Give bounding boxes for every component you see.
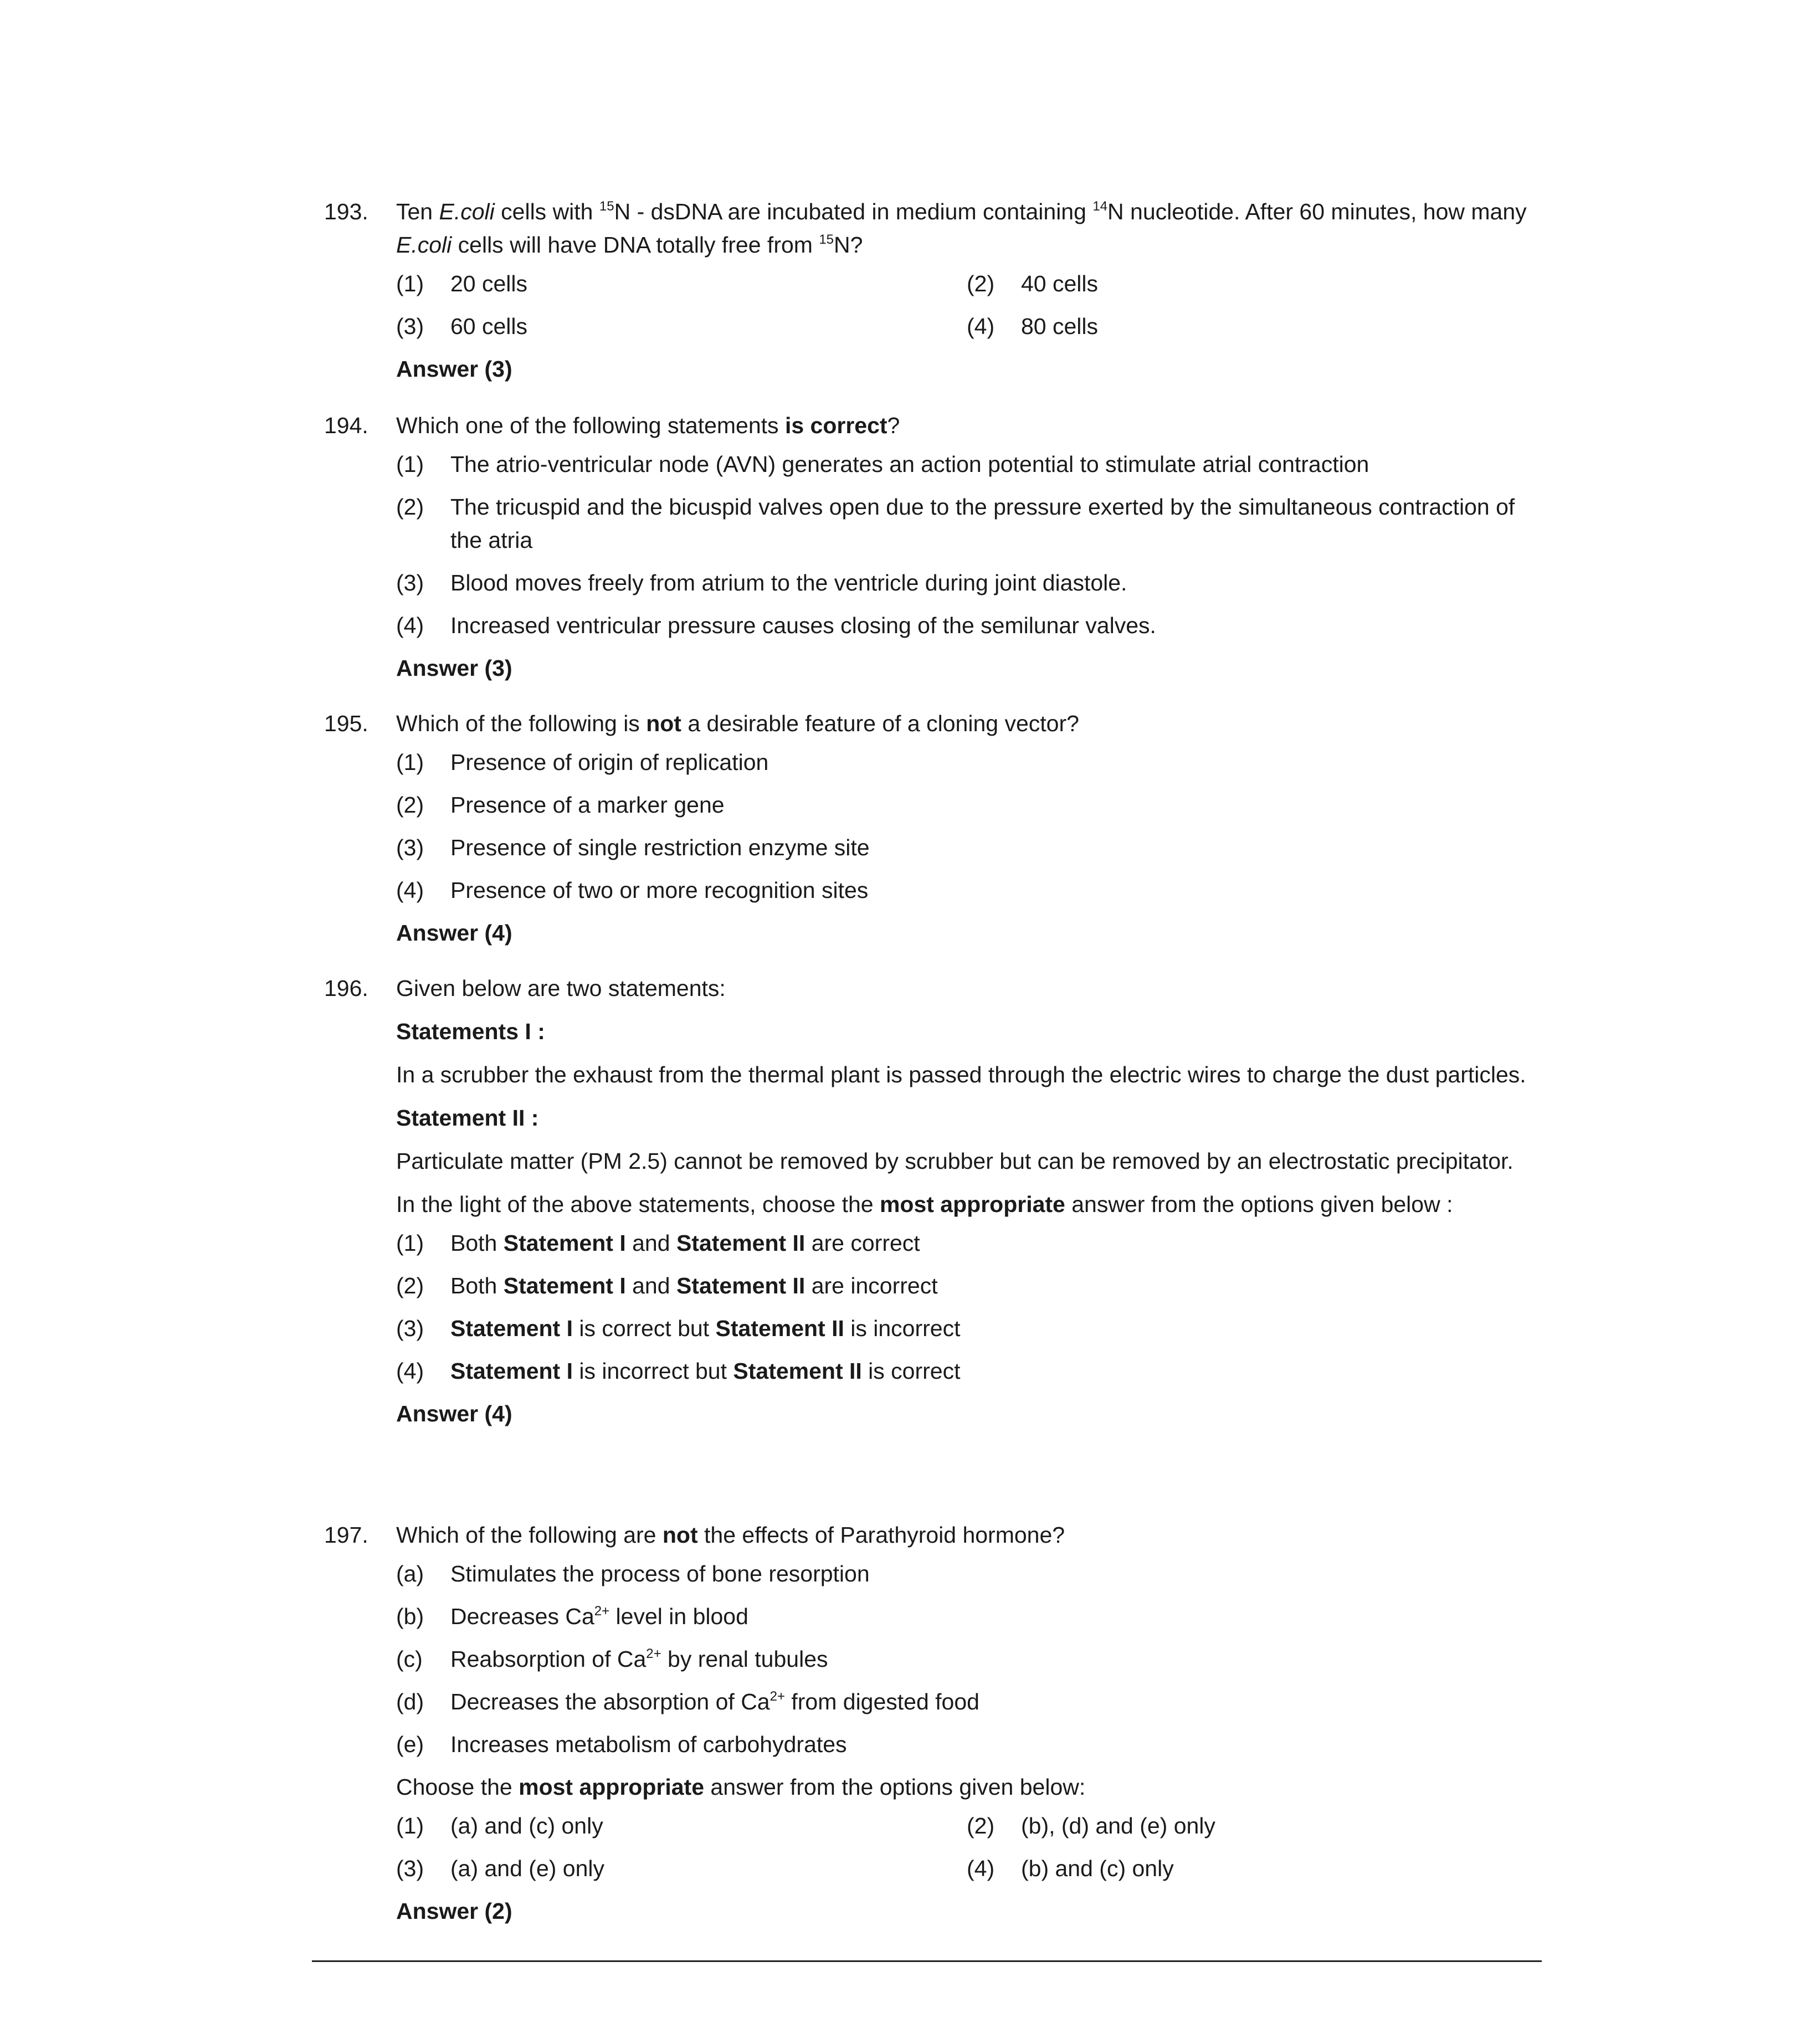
answer-label: Answer (4) xyxy=(396,920,512,946)
option-2[interactable]: (2) Both Statement I and Statement II are incorrect xyxy=(396,1273,938,1298)
option-list xyxy=(396,1226,1532,1388)
statement-2-text: Particulate matter (PM 2.5) cannot be removed by scrubber but can be removed by an electrostatic precipitator. xyxy=(396,1148,1514,1174)
option-3[interactable]: (3) Statement I is correct but Statement II is incorrect xyxy=(396,1316,961,1341)
option-1[interactable]: (1) 20 cells xyxy=(396,271,528,296)
option-list xyxy=(396,1809,1532,1885)
answer-label: Answer (3) xyxy=(396,655,512,681)
option-1[interactable]: (1) Both Statement I and Statement II are correct xyxy=(396,1230,920,1256)
option-4[interactable]: (4) Presence of two or more recognition sites xyxy=(396,877,869,903)
option-4[interactable]: (4) Increased ventricular pressure causes closing of the semilunar valves. xyxy=(396,613,1156,638)
question-number: 194. xyxy=(324,413,368,438)
option-1[interactable]: (1) (a) and (c) only xyxy=(396,1813,603,1838)
instruction-text: Choose the most appropriate answer from the options given below: xyxy=(396,1774,1086,1800)
option-1[interactable]: (1) The atrio-ventricular node (AVN) generates an action potential to stimulate atrial contraction xyxy=(396,451,1369,477)
question-number: 197. xyxy=(324,1522,368,1548)
option-list xyxy=(396,746,1532,907)
item-a: (a) Stimulates the process of bone resorption xyxy=(396,1561,870,1586)
option-1[interactable]: (1) Presence of origin of replication xyxy=(396,749,769,775)
option-2[interactable]: (2) Presence of a marker gene xyxy=(396,792,725,818)
instruction-text: In the light of the above statements, choose the most appropriate answer from the options given below : xyxy=(396,1192,1453,1217)
answer-label: Answer (2) xyxy=(396,1898,512,1924)
question-stem: Which of the following are not the effects of Parathyroid hormone? xyxy=(396,1522,1065,1548)
question-number: 193. xyxy=(324,199,368,224)
question-stem: Which of the following is not a desirable feature of a cloning vector? xyxy=(396,711,1079,736)
option-2[interactable]: (2) 40 cells xyxy=(967,271,1099,296)
item-b: (b) Decreases $Ca^{2+}$ level in blood xyxy=(396,1604,748,1629)
statement-2-heading: Statement II : xyxy=(396,1105,539,1131)
answer-label: Answer (3) xyxy=(396,356,512,382)
option-2[interactable]: (2) (b), (d) and (e) only xyxy=(967,1813,1215,1838)
option-list xyxy=(396,267,1532,343)
question-194 xyxy=(324,409,1532,685)
statement-1-heading: Statements I : xyxy=(396,1019,545,1044)
question-193 xyxy=(324,195,1532,386)
footer-divider xyxy=(312,1960,1542,1962)
option-4[interactable]: (4) (b) and (c) only xyxy=(967,1856,1174,1881)
option-3[interactable]: (3) (a) and (e) only xyxy=(396,1856,605,1881)
item-d: (d) Decreases the absorption of $Ca^{2+}$ from digested food xyxy=(396,1689,979,1714)
question-stem: Ten E.coli cells with $^{15}$N - dsDNA are incubated in medium containing $^{14}$N nucleotide. After 60 minutes, how many E.coli cells will have DNA totally free from $^{15}$N? xyxy=(396,199,1527,258)
item-list xyxy=(396,1557,1532,1761)
question-197 xyxy=(324,1518,1532,1928)
option-4[interactable]: (4) Statement I is incorrect but Statement II is correct xyxy=(396,1358,961,1384)
statement-1-text: In a scrubber the exhaust from the thermal plant is passed through the electric wires to charge the dust particles. xyxy=(396,1062,1526,1087)
question-number: 195. xyxy=(324,711,368,736)
option-3[interactable]: (3) 60 cells xyxy=(396,314,528,339)
item-c: (c) Reabsorption of $Ca^{2+}$ by renal tubules xyxy=(396,1646,828,1672)
option-2[interactable]: (2) The tricuspid and the bicuspid valves open due to the pressure exerted by the simultaneous contraction of the atria xyxy=(396,494,1515,553)
option-3[interactable]: (3) Blood moves freely from atrium to the ventricle during joint diastole. xyxy=(396,570,1127,595)
question-195 xyxy=(324,707,1532,949)
question-stem: Given below are two statements: xyxy=(396,975,726,1001)
item-e: (e) Increases metabolism of carbohydrates xyxy=(396,1732,847,1757)
answer-label: Answer (4) xyxy=(396,1401,512,1426)
question-stem: Which one of the following statements is correct? xyxy=(396,413,900,438)
question-196 xyxy=(324,972,1532,1430)
option-4[interactable]: (4) 80 cells xyxy=(967,314,1099,339)
question-number: 196. xyxy=(324,975,368,1001)
option-3[interactable]: (3) Presence of single restriction enzyme site xyxy=(396,835,870,860)
option-list xyxy=(396,448,1532,642)
